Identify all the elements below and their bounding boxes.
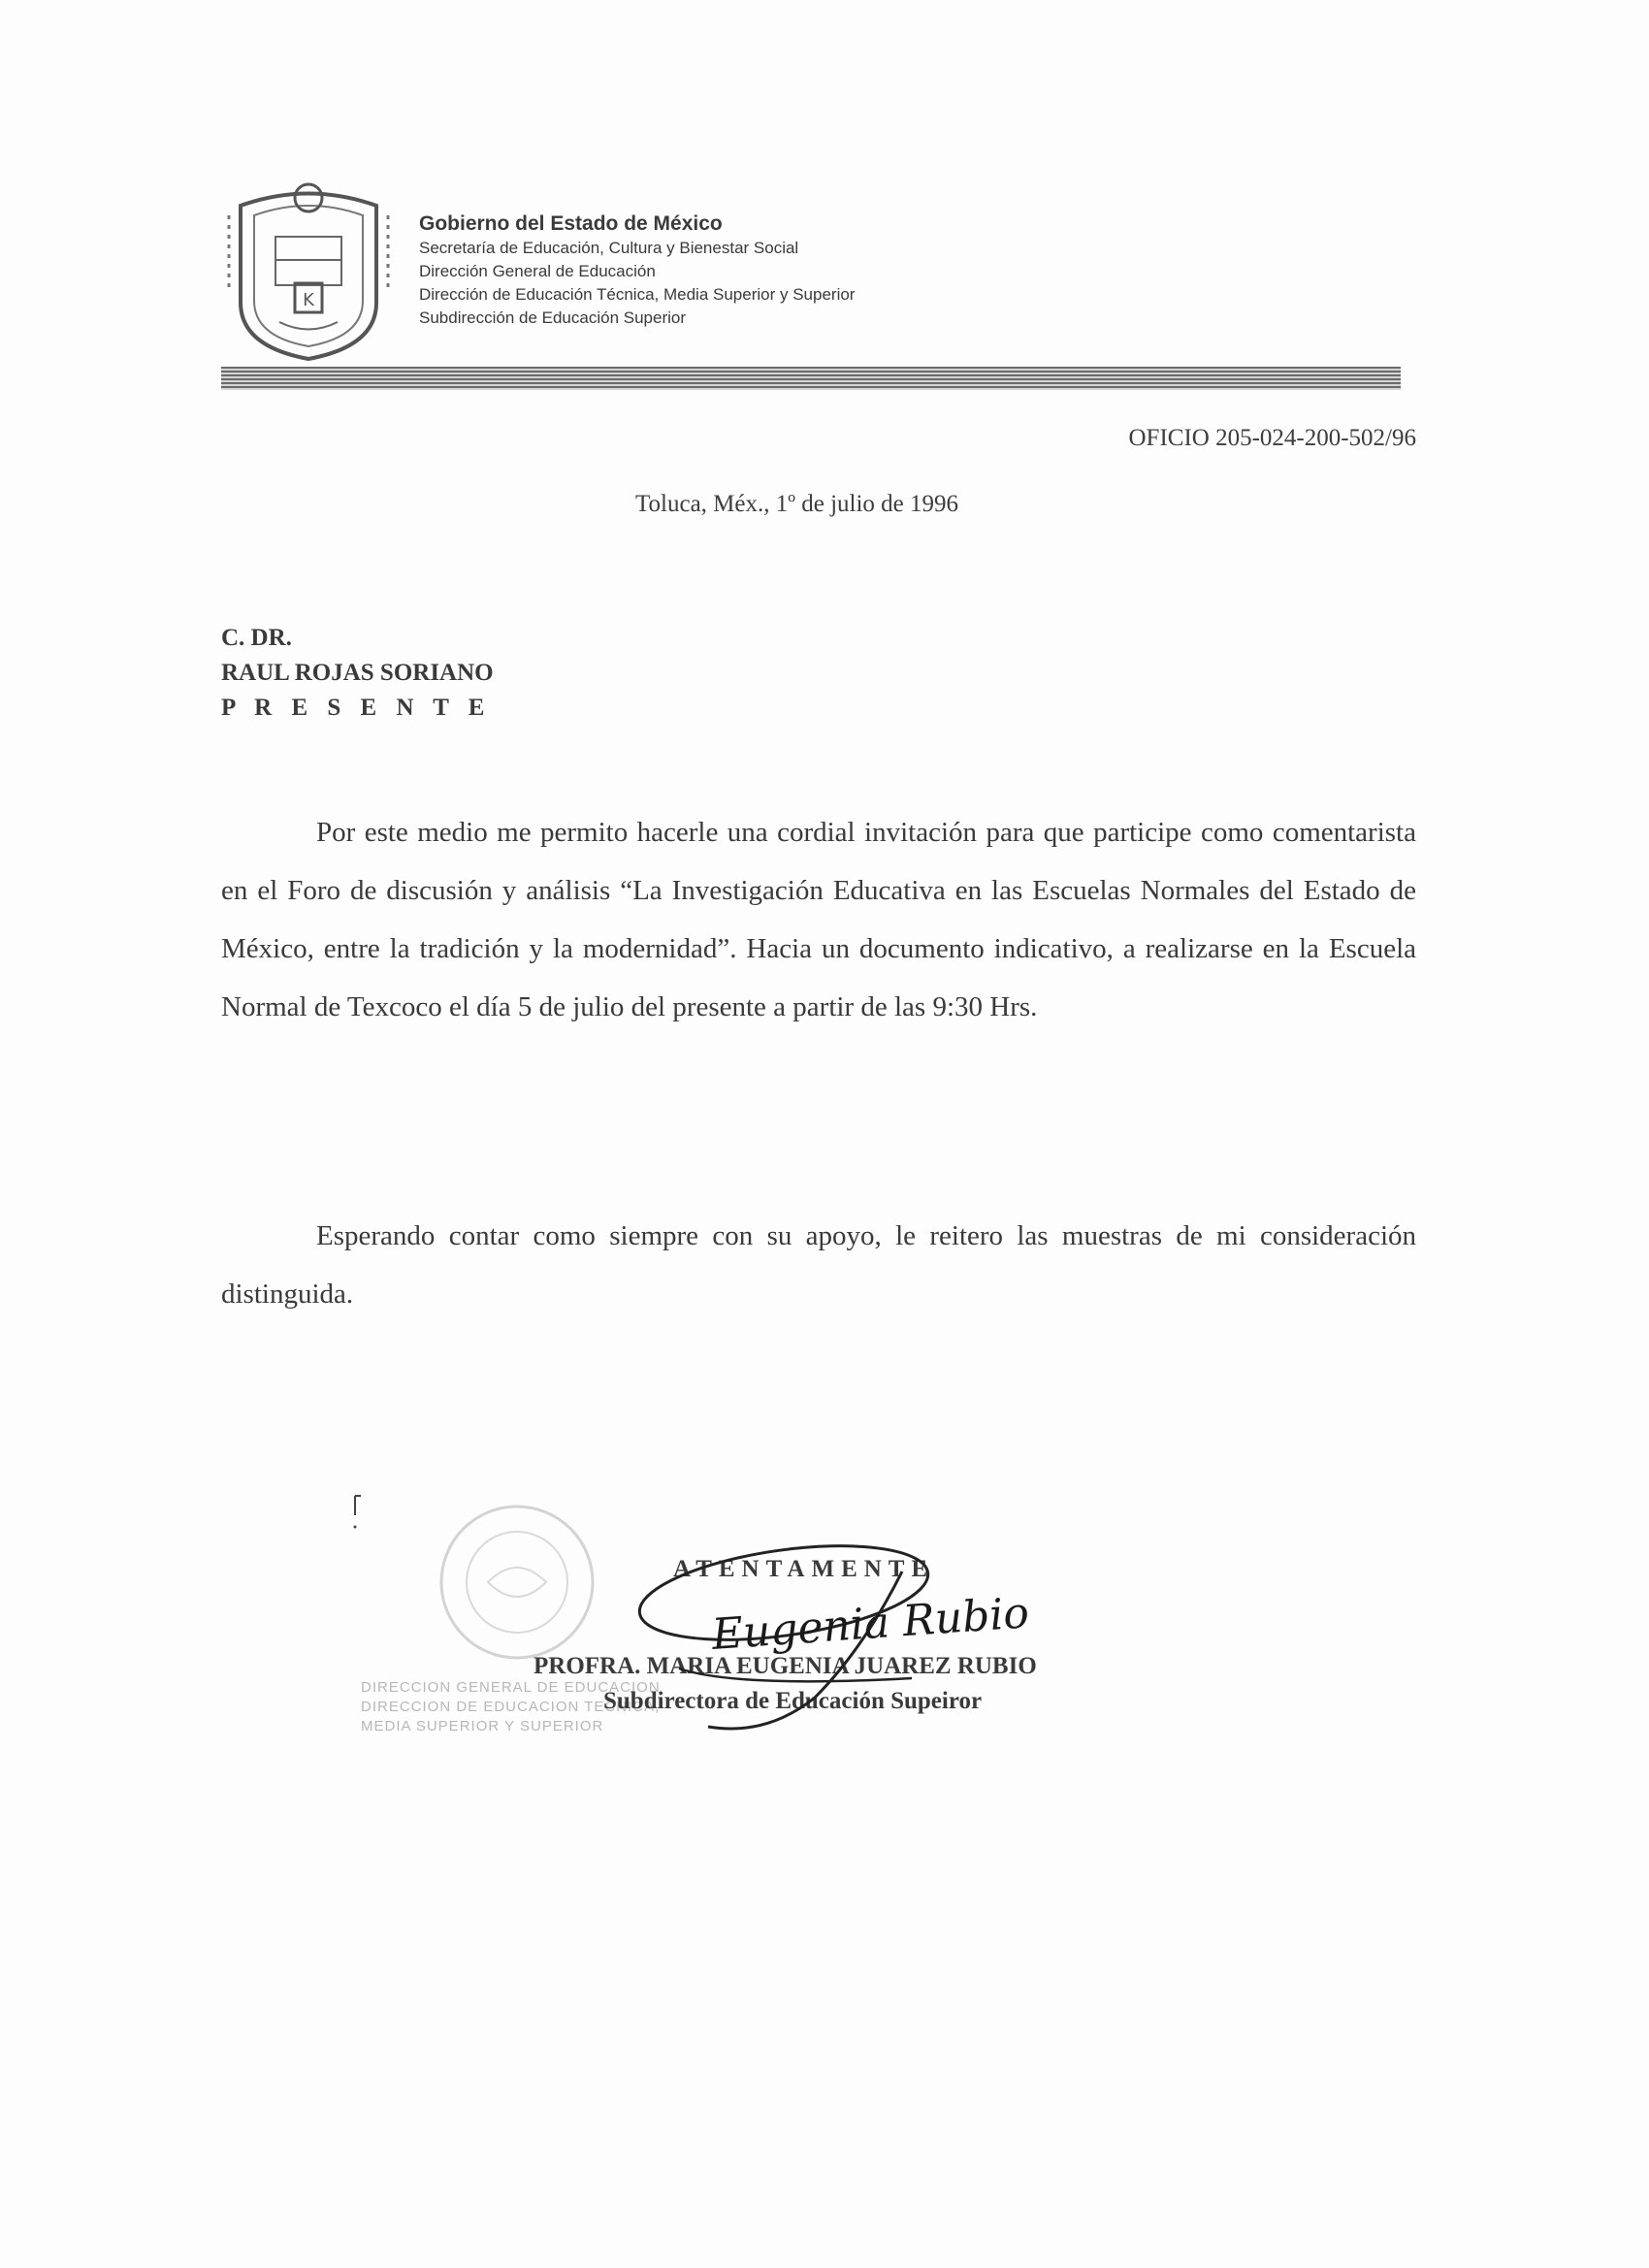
letterhead-government: Gobierno del Estado de México: [419, 212, 723, 235]
signature-script: Eugenia Rubio: [710, 1588, 1031, 1660]
addressee-block: [221, 621, 494, 726]
signer-title: Subdirectora de Educación Supeiror: [603, 1688, 983, 1714]
signer-name: PROFRA. MARIA EUGENIA JUAREZ RUBIO: [534, 1653, 1037, 1679]
letterhead-direccion-tecnica: Dirección de Educación Técnica, Media Superior y Superior: [419, 285, 856, 304]
letterhead-subdireccion: Subdirección de Educación Superior: [419, 308, 687, 327]
body-paragraph-invitation: Por este medio me permito hacerle una cordial invitación para que participe como comentarista en el Foro de discusión y análisis “La Investigación Educativa en las Escuelas Normales del Estado de México, entre la tradición y la modernidad”. Hacia un documento indicativo, a realizarse en la Escuela Normal de Texcoco el día 5 de julio del presente a partir de las 9:30 Hrs.: [221, 817, 1416, 1022]
letterhead-secretaria: Secretaría de Educación, Cultura y Bienestar Social: [419, 239, 799, 257]
scan-mark-icon: [351, 1494, 363, 1533]
oficio-number: OFICIO 205-024-200-502/96: [1128, 425, 1416, 451]
addressee-presente: P R E S E N T E: [221, 695, 492, 721]
stamp-line: DIRECCION DE EDUCACION TECNICA,: [361, 1699, 661, 1715]
handwritten-signature: [621, 1533, 1077, 1746]
letterhead-direccion-general: Dirección General de Educación: [419, 262, 656, 280]
stamp-line: DIRECCION GENERAL DE EDUCACION: [361, 1679, 661, 1696]
atentamente: ATENTAMENTE: [673, 1556, 935, 1582]
addressee-name: RAUL ROJAS SORIANO: [221, 660, 494, 686]
svg-text:K: K: [303, 290, 314, 310]
letterhead-divider: [221, 367, 1401, 390]
official-stamp-icon: [435, 1500, 599, 1665]
dateline: Toluca, Méx., 1º de julio de 1996: [635, 491, 959, 517]
state-coat-of-arms-icon: [221, 177, 396, 363]
stamp-line: MEDIA SUPERIOR Y SUPERIOR: [361, 1718, 604, 1734]
letterhead: [419, 211, 855, 330]
body-paragraph-closing: Esperando contar como siempre con su apoyo, le reitero las muestras de mi consideración distinguida.: [221, 1220, 1416, 1310]
addressee-title: C. DR.: [221, 625, 292, 651]
